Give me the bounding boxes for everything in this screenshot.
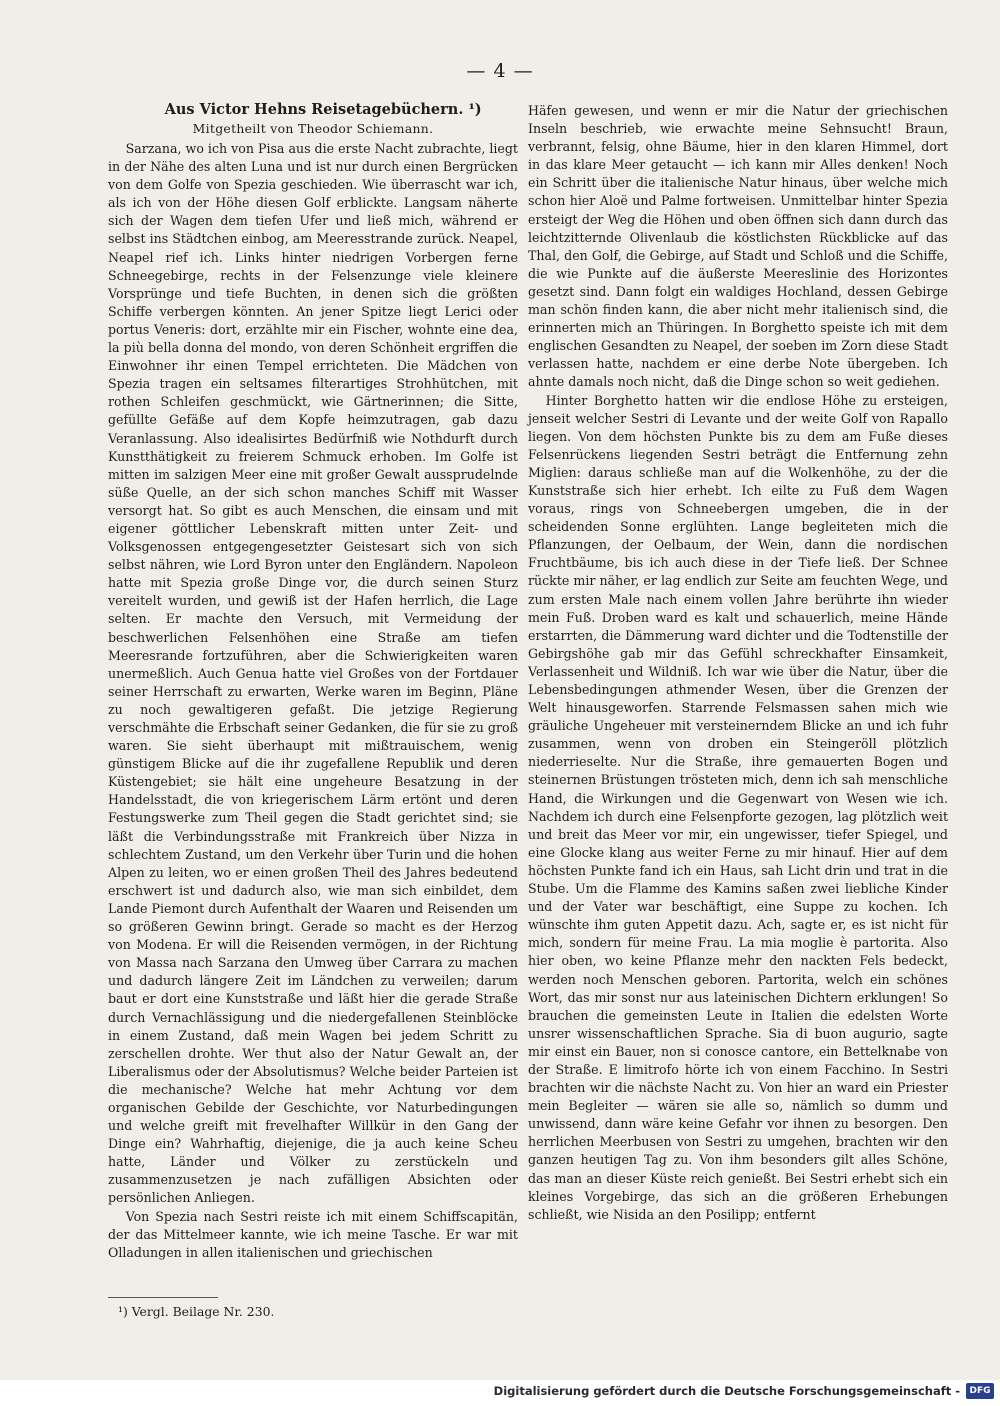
- footer-credit: Digitalisierung gefördert durch die Deutsche Forschungsgemeinschaft -: [493, 1384, 960, 1398]
- right-paragraph-1: Häfen gewesen, und wenn er mir die Natur der griechischen Inseln beschrieb, wie erwachte meine Sehnsucht! Braun, verbrannt, felsig, ohne Bäume, hier in den klaren Himmel, dort in das klare Meer getaucht — ich kann mir Alles denken! Noch ein Schritt über die italienische Natur hinaus, über welche mich schon hier Aloë und Palme fortweisen. Unmittelbar hinter Spezia ersteigt der Weg die Höhen und oben öffnen sich dann durch das leichtzitternde Olivenlaub die köstlichsten Rückblicke auf das Thal, den Golf, die Gebirge, auf Stadt und Schloß und die Schiffe, die wie Punkte auf die äußerste Meereslinie des Horizontes gesetzt sind. Dann folgt ein waldiges Hochland, dessen Gebirge man schön finden kann, die aber nicht mehr italienisch sind, die erinnerten mich an Thüringen. In Borghetto speiste ich mit dem englischen Gesandten zu Neapel, der soeben im Zorn diese Stadt verlassen hatte, nachdem er eine derbe Note übergeben. Ich ahnte damals noch nicht, daß die Dinge schon so weit gediehen.: [528, 103, 948, 390]
- digitization-footer: [0, 1380, 1000, 1406]
- right-paragraph-2: Hinter Borghetto hatten wir die endlose Höhe zu ersteigen, jenseit welcher Sestri di Levante und der weite Golf von Rapallo liegen. Von dem höchsten Punkte bis zu dem am Fuße dieses Felsenrückens liegenden Sestri beträgt die Entfernung zehn Miglien: daraus schließe man auf die Wolkenhöhe, zu der die Kunststraße sich hier erhebt. Ich eilte zu Fuß dem Wagen voraus, rings von Schneebergen umgeben, die in der scheidenden Sonne erglühten. Lange begleiteten mich die Pflanzungen, der Oelbaum, der Wein, dann die nordischen Fruchtbäume, bis ich auch diese in der Tiefe ließ. Der Schnee rückte mir näher, er lag endlich zur Seite am feuchten Wege, und zum ersten Male nach einem vollen Jahre berührte ihn wieder mein Fuß. Droben ward es kalt und schauerlich, meine Hände erstarrten, die Dämmerung ward dichter und die Todtenstille der Gebirgshöhe gab mir das Gefühl schreckhafter Einsamkeit, Verlassenheit und Wildniß. Ich war wie über die Natur, über die Lebensbedingungen athmender Wesen, über die Grenzen der Welt hinausgeworfen. Starrende Felsmassen sahen mich wie gräuliche Ungeheuer mit versteinerndem Blicke an und ich fuhr zusammen, wenn von droben ein Steingeröll plötzlich niederrieselte. Nur die Straße, ihre gemauerten Bogen und steinernen Brüstungen trösteten mich, denn ich sah menschliche Hand, die Wirkungen und die Gegenwart von Wesen wie ich. Nachdem ich durch eine Felsenpforte gezogen, lag plötzlich weit und breit das Meer vor mir, ein ungewisser, tiefer Spiegel, und eine Glocke klang aus weiter Ferne zu mir hinauf. Hier auf dem höchsten Punkte fand ich ein Haus, sah Licht drin und trat in die Stube. Um die Flamme des Kamins saßen zwei liebliche Kinder und der Vater war beschäftigt, eine Suppe zu kochen. Ich wünschte ihm guten Appetit dazu. Ach, sagte er, es ist nicht für mich, sondern für meine Frau. La mia moglie è partorita. Also hier oben, wo keine Pflanze mehr den nackten Fels bedeckt, werden noch Menschen geboren. Partorita, welch ein schönes Wort, das mir sonst nur aus lateinischen Dichtern erklungen! So brauchen die gemeinsten Leute in Italien die edelsten Worte unsrer wissenschaftlichen Sprache. Sia di buon augurio, sagte mir einst ein Bauer, non si conosce cantore, ein Bettelknabe von der Straße. E limitrofo hörte ich von einem Facchino. In Sestri brachten wir die nächste Nacht zu. Von hier an ward ein Priester mein Begleiter — wären sie alle so, nämlich so dumm und unwissend, dann wäre keine Gefahr vor ihnen zu besorgen. Den herrlichen Meerbusen von Sestri zu umgehen, brachten wir den ganzen heutigen Tag zu. Von ihm besonders gilt alles Schöne, das man an dieser Küste reich genießt. Bei Sestri erhebt sich ein kleines Vorgebirge, das sich an die größeren Erhebungen schließt, wie Nisida an den Posilipp; entfernt: [528, 392, 948, 1222]
- dfg-logo-icon: DFG: [966, 1383, 994, 1399]
- left-paragraph-2: Von Spezia nach Sestri reiste ich mit einem Schiffscapitän, der das Mittelmeer kannte, wie ich meine Tasche. Er war mit Olladungen in allen italienischen und griechischen: [108, 1208, 518, 1260]
- article-subtitle: Mitgetheilt von Theodor Schiemann.: [192, 121, 434, 136]
- footnote: ¹) Vergl. Beilage Nr. 230.: [118, 1304, 275, 1319]
- footnote-divider: [108, 1297, 218, 1298]
- right-column: [528, 102, 948, 1224]
- article-title: Aus Victor Hehns Reisetagebüchern. ¹): [164, 101, 482, 118]
- left-paragraph-1: Sarzana, wo ich von Pisa aus die erste Nacht zubrachte, liegt in der Nähe des alten Luna und ist nur durch einen Bergrücken von dem Golfe von Spezia geschieden. Wie überrascht war ich, als ich von der Höhe diesen Golf erblickte. Langsam näherte sich der Wagen dem tiefen Ufer und ließ mich, während er selbst ins Städtchen einbog, am Meeresstrande zurück. Neapel, Neapel rief ich. Links hinter niedrigen Vorbergen ferne Schneegebirge, rechts in der Felsenzunge viele kleinere Vorsprünge und tiefe Buchten, in denen sich die größten Schiffe verbergen könnten. An jener Spitze liegt Lerici oder portus Veneris: dort, erzählte mir ein Fischer, wohnte eine dea, la più bella donna del mondo, von deren Schönheit ergriffen die Einwohner ihr einen Tempel errichteten. Die Mädchen von Spezia tragen ein seltsames filterartiges Strohhütchen, mit rothen Schleifen geschmückt, wie Gärtnerinnen; die Sitte, gefüllte Gefäße auf dem Kopfe heimzutragen, gab dazu Veranlassung. Also idealisirtes Bedürfniß wie Nothdurft durch Kunstthätigkeit zu freierem Schmuck erhoben. Im Golfe ist mitten im salzigen Meer eine mit großer Gewalt aussprudelnde süße Quelle, an der sich schon manches Schiff mit Wasser versorgt hat. So gibt es auch Menschen, die einsam und mit eigener göttlicher Lebenskraft mitten unter Zeit- und Volksgenossen entgegengesetzter Geistesart sich von sich selbst nähren, wie Lord Byron unter den Engländern. Napoleon hatte mit Spezia große Dinge vor, die durch seinen Sturz vereitelt wurden, und gewiß ist der Hafen herrlich, die Lage selten. Er machte den Versuch, mit Vermeidung der beschwerlichen Felsenhöhen eine Straße am tiefen Meeresrande fortzuführen, aber die Schwierigkeiten waren unermeßlich. Auch Genua hatte viel Großes von der Fortdauer seiner Herrschaft zu erwarten, Werke waren im Beginn, Pläne zu noch gewaltigeren gefaßt. Die jetzige Regierung verschmähte die Erbschaft seiner Gedanken, die für sie zu groß waren. Sie sieht überhaupt mit mißtrauischem, wenig günstigem Blicke auf die ihr zugefallene Republik und deren Küstengebiet; sie hält eine ungeheure Besatzung in der Handelsstadt, die von kriegerischem Lärm ertönt und deren Festungswerke zum Theil gegen die Stadt gerichtet sind; sie läßt die Verbindungsstraße mit Frankreich über Nizza in schlechtem Zustand, um den Verkehr über Turin und die hohen Alpen zu leiten, wo er einen großen Theil des Jahres bedeutend erschwert ist und dadurch also, wie man sich einbildet, dem Lande Piemont durch Aufenthalt der Waaren und Reisenden um so größeren Gewinn bringt. Gerade so macht es der Herzog von Modena. Er will die Reisenden vermögen, in der Richtung von Massa nach Sarzana den Umweg über Carrara zu machen und dadurch längere Zeit im Ländchen zu verweilen; darum baut er dort eine Kunststraße und läßt hier die gerade Straße durch Vernachlässigung und die niedergefallenen Steinblöcke in einem Zustand, daß mein Wagen bei jedem Schritt zu zerschellen drohte. Wer thut also der Natur Gewalt an, der Liberalismus oder der Absolutismus? Welche beider Parteien ist die mechanische? Welche hat mehr Achtung vor dem organischen Gebilde der Geschichte, vor Naturbedingungen und welche greift mit frevelhafter Willkür in den Gang der Dinge ein? Wahrhaftig, diejenige, die ja auch keine Scheu hatte, Länder und Völker zu zerstückeln und zusammenzusetzen je nach zufälligen Absichten oder persönlichen Anliegen.: [108, 141, 518, 1206]
- left-column: [108, 100, 518, 1262]
- page-number: — 4 —: [466, 60, 534, 82]
